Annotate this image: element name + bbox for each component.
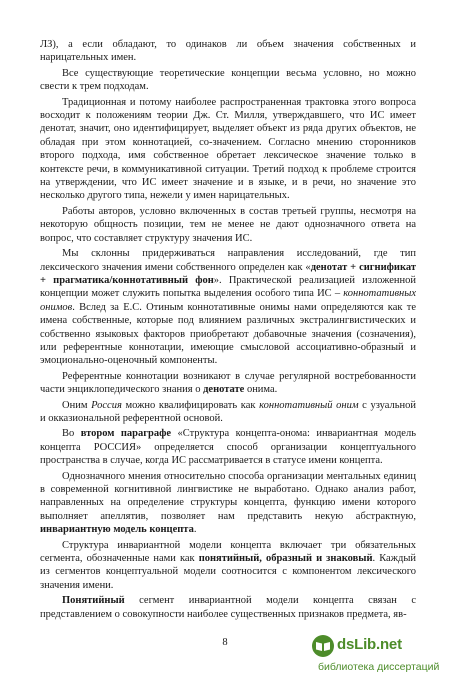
bold-run: инвариантную модель концепта xyxy=(40,524,194,536)
bold-run: втором параграфе xyxy=(80,428,172,440)
book-logo-icon xyxy=(310,634,336,658)
italic-run: коннотативный оним xyxy=(259,399,359,411)
paragraph: Работы авторов, условно включенных в состав третьей группы, несмотря на некоторую общность позиции, тем не менее не дают однозначного ответа на вопрос, что составляет структуру значения ИС. xyxy=(40,205,416,244)
paragraph xyxy=(40,370,416,397)
paragraph xyxy=(40,594,416,621)
text-run: Мы склонны придерживаться направления исследований, где тип лексического значения имени собственного определен как « xyxy=(40,248,416,273)
bold-run: денотате xyxy=(203,384,245,396)
text-run: Однозначного мнения относительно способа организации ментальных единиц в современной когнитивной лингвистике не выработано. Однако анализ работ, направленных на определение структуры концепта, функцию имени которого выполняет апеллятив, позволяет нам представить некую абстрактную, xyxy=(40,470,416,522)
page-number: 8 xyxy=(222,637,228,648)
text-run: . Вслед за Е.С. Отиным коннотативные онимы нами определяются как те имена собственные, которые под влиянием различных экстралингвистических и собственно языковых факторов приобретают добавочные значения (созначения), или референтные коннотации, имеющие смысловой ассоциативно-образный и эмоционально-оценочный компоненты. xyxy=(40,301,416,367)
text-run: Референтные коннотации возникают в случае регулярной востребованности части энциклопедического знания о xyxy=(40,370,416,396)
document-body xyxy=(40,38,416,623)
bold-run: денотат + сигнификат + прагматика/коннотативный фон xyxy=(40,261,416,286)
italic-run: Россия xyxy=(91,399,122,411)
italic-run: коннотативных онимов xyxy=(40,288,416,313)
bold-run: Понятийный xyxy=(62,595,125,607)
paragraph xyxy=(40,399,416,426)
paragraph: ЛЗ), а если обладают, то одинаков ли объем значения собственных и нарицательных имен. xyxy=(40,39,416,64)
paragraph xyxy=(40,539,416,593)
text-run: . xyxy=(193,524,197,536)
paragraph: Все существующие теоретические концепции весьма условно, но можно свести к трем подходам. xyxy=(40,67,416,93)
text-run: Во xyxy=(62,428,81,440)
text-run: ». Практической реализацией изложенной концепции может служить попытка выделения особого типа ИС – xyxy=(40,274,416,300)
text-run: «Структура концепта-онома: инвариантная модель концепта РОССИЯ» определяется способ организации концептуального пространства в случае, когда ИС рассматривается в статусе имени концепта. xyxy=(40,428,416,467)
paragraph: Традиционная и потому наиболее распространенная трактовка этого вопроса восходит к положениям теории Дж. Ст. Милля, утверждавшего, что ИС имеет денотат, значит, оно идентифицирует, выделяет объект из ряда других объектов, не обладая при этом коннотацией, со-значением. Согласно мнению сторонников второго подхода, имя собственное обретает лексическое значение только в контексте речи, в коммуникативной ситуации. Третий подход к проблеме строится на утверждении, что ИС имеет значение и в языке, и в речи, но значение это несколько другого типа, нежели у имен нарицательных. xyxy=(40,96,416,202)
watermark xyxy=(310,634,442,678)
paragraph xyxy=(40,470,416,537)
paragraph xyxy=(40,247,416,368)
text-run: можно квалифицировать как xyxy=(121,399,260,411)
text-run: Структура инвариантной модели концепта включает три обязательных сегмента, обозначенные нами как xyxy=(40,539,416,565)
watermark-subtitle: библиотека диссертаций xyxy=(318,661,440,673)
watermark-domain: dsLib.net xyxy=(337,636,402,653)
text-run: онима. xyxy=(244,384,278,396)
text-run: . Каждый из сегментов концептуальной модели соотносится с компонентом лексического значения имени. xyxy=(40,553,416,591)
text-run: с узуальной и окказиональной референтной основой. xyxy=(40,399,417,424)
paragraph xyxy=(40,427,416,467)
text-run: сегмент инвариантной модели концепта связан с представлением о совокупности наиболее существенных признаков предмета, яв- xyxy=(40,595,416,620)
bold-run: понятийный, образный и знаковый xyxy=(198,553,373,565)
text-run: Оним xyxy=(62,399,92,411)
